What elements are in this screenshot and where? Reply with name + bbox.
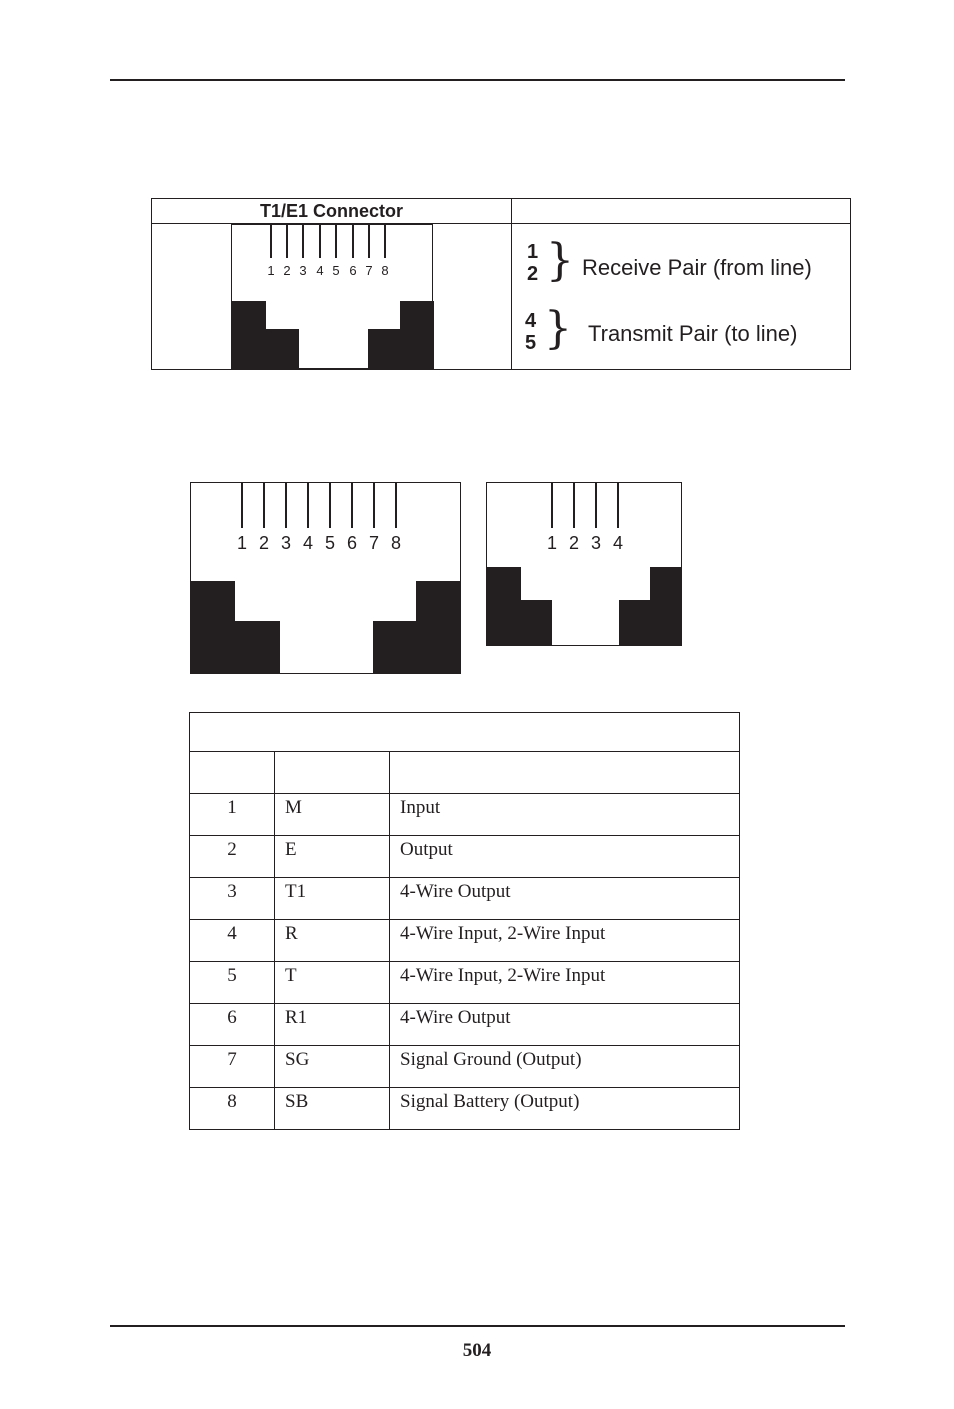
pin-wire [263,483,265,528]
pin-number: 7 [368,533,379,553]
table-row [190,878,740,920]
pin-wire [595,483,597,528]
description-cell: Signal Ground (Output) [390,1046,740,1088]
signal-cell: SB [275,1088,390,1130]
pin-wire [352,225,354,258]
table-row [190,794,740,836]
pin-number: 5 [324,533,335,553]
pin-number: 2 [568,533,579,553]
pin-cell: 2 [190,836,275,878]
pin-number: 3 [280,533,291,553]
pin-wire [617,483,619,528]
description-cell: Output [390,836,740,878]
pin-number: 4 [316,263,324,278]
pin-cell: 6 [190,1004,275,1046]
pin-wire [351,483,353,528]
signal-cell: R [275,920,390,962]
table-row [190,962,740,1004]
pin-number: 4 [612,533,623,553]
pin-wire [368,225,370,258]
pin-wire [319,225,321,258]
signal-cell: R1 [275,1004,390,1046]
pin-wire [551,483,553,528]
description-cell: Signal Battery (Output) [390,1088,740,1130]
header-rule [110,79,845,81]
pin-wire [241,483,243,528]
description-cell: 4-Wire Input, 2-Wire Input [390,962,740,1004]
pin-wire [270,225,272,258]
brace-icon: } [544,303,572,354]
pin-wire [384,225,386,258]
column-header [390,752,740,794]
t1-e1-jack-diagram [231,224,433,369]
signal-cell: T [275,962,390,1004]
signal-cell: M [275,794,390,836]
description-cell: 4-Wire Output [390,878,740,920]
pin-number: 5 [332,263,340,278]
table-row [190,1088,740,1130]
description-cell: Input [390,794,740,836]
pin-wire [573,483,575,528]
page-number: 504 [462,1340,492,1361]
jack-housing-left [487,600,552,646]
transmit-pair-label: Transmit Pair (to line) [588,321,798,346]
rj45-jack-diagram [190,482,461,674]
rj11-jack-diagram [486,482,682,646]
pin-number: 3 [590,533,601,553]
brace-icon: } [546,235,574,286]
pin-cell: 7 [190,1046,275,1088]
pin-number: 1 [236,533,247,553]
pin-wire [286,225,288,258]
pin-wire [373,483,375,528]
pin-number: 6 [346,533,357,553]
pin-wire [329,483,331,528]
column-header [190,752,275,794]
signal-cell: T1 [275,878,390,920]
description-cell: 4-Wire Output [390,1004,740,1046]
pin-wire [335,225,337,258]
jack-housing-right [619,600,682,646]
table-row [190,836,740,878]
pin-wire [395,483,397,528]
pin-cell: 8 [190,1088,275,1130]
pin-wire [307,483,309,528]
pin-number: 1 [546,533,557,553]
pin-number: 2 [258,533,269,553]
jack-housing-left [191,621,280,674]
t1-e1-connector-heading: T1/E1 Connector [152,199,512,224]
pin-cell: 3 [190,878,275,920]
pin-cell: 1 [190,794,275,836]
pinout-table [189,712,740,1130]
t1-e1-connector-table [151,198,851,370]
pin-cell: 4 [190,920,275,962]
receive-pair-label: Receive Pair (from line) [582,255,812,280]
pin-cell: 5 [190,962,275,1004]
table-title [190,713,740,752]
table-row [190,920,740,962]
pin-number: 4 [302,533,313,553]
description-cell: 4-Wire Input, 2-Wire Input [390,920,740,962]
pin-number: 7 [365,263,373,278]
table-title-row [190,713,740,752]
pin-number: 2 [283,263,291,278]
pin-wire [285,483,287,528]
t1-e1-pairs-heading [512,199,850,224]
pin-number: 8 [390,533,401,553]
table-row [190,1004,740,1046]
column-header [275,752,390,794]
signal-cell: E [275,836,390,878]
pin-number: 6 [349,263,357,278]
table-header-row [190,752,740,794]
jack-housing-left [232,329,299,369]
pin-wire [302,225,304,258]
pin-number: 3 [299,263,307,278]
table-row [190,1046,740,1088]
t1-e1-connector-cell [152,224,512,369]
transmit-pair-digits: 4 5 [525,310,537,354]
receive-pair-digits: 1 2 [527,241,539,285]
pin-number: 8 [381,263,389,278]
footer-rule [110,1325,845,1327]
pin-number: 1 [267,263,275,278]
jack-housing-right [373,621,461,674]
signal-cell: SG [275,1046,390,1088]
jack-housing-right [368,329,434,369]
